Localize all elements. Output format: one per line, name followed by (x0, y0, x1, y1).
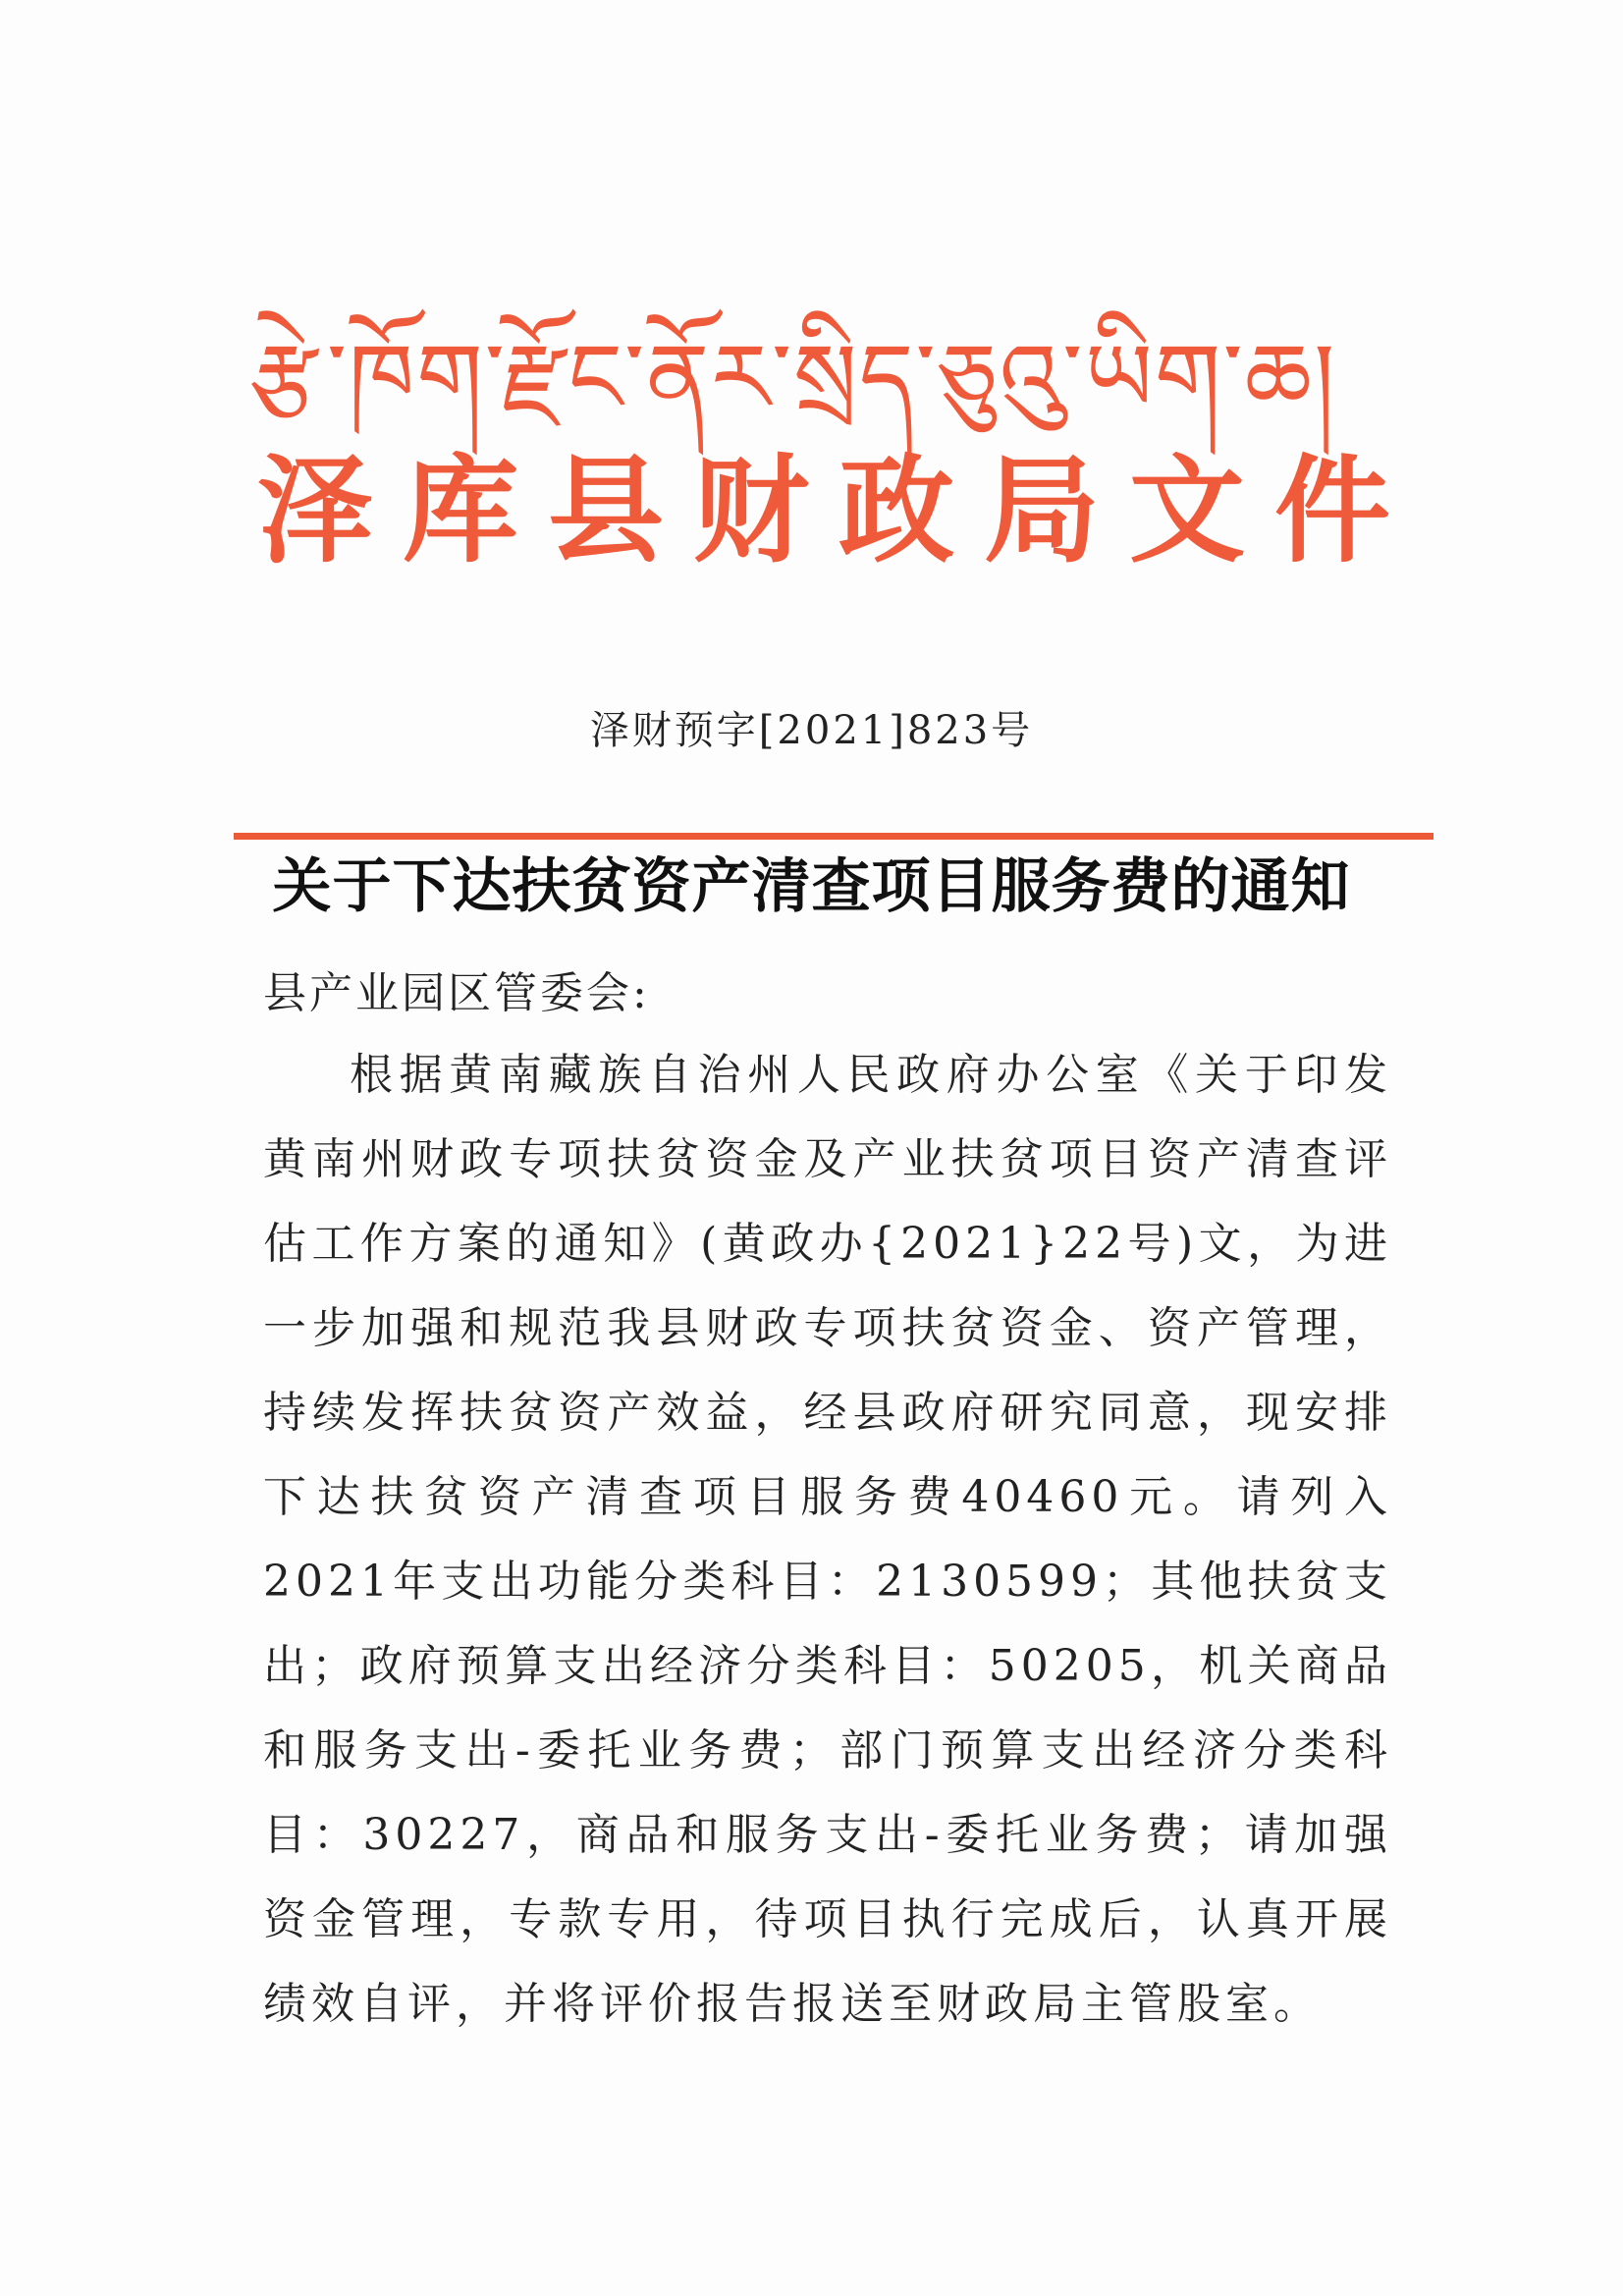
document-title: 关于下达扶贫资产清查项目服务费的通知 (272, 852, 1351, 921)
addressee: 县产业园区管委会: (263, 968, 650, 1018)
body-paragraph: 根据黄南藏族自治州人民政府办公室《关于印发黄南州财政专项扶贫资金及产业扶贫项目资产清查评估工作方案的通知》(黄政办{2021}22号)文，为进一步加强和规范我县财政专项扶贫资金、资产管理，持续发挥扶贫资产效益，经县政府研究同意，现安排下达扶贫资产清查项目服务费40460元。请列入2021年支出功能分类科目：2130599；其他扶贫支出；政府预算支出经济分类科目：50205，机关商品和服务支出-委托业务费；部门预算支出经济分类科目：30227，商品和服务支出-委托业务费；请加强资金管理，专款专用，待项目执行完成后，认真开展绩效自评，并将评价报告报送至财政局主管股室。 (263, 1050, 1392, 2029)
chinese-header-title: 泽库县财政局文件 (257, 443, 1421, 578)
document-number: 泽财预字[2021]823号 (589, 708, 1034, 753)
red-divider-line (234, 833, 1434, 840)
tibetan-header-title: རྩེ་ཁོག་རྫོང་ནོར་སྲིད་ཅུའུ་ཡིག་ཆ། (250, 323, 1337, 433)
